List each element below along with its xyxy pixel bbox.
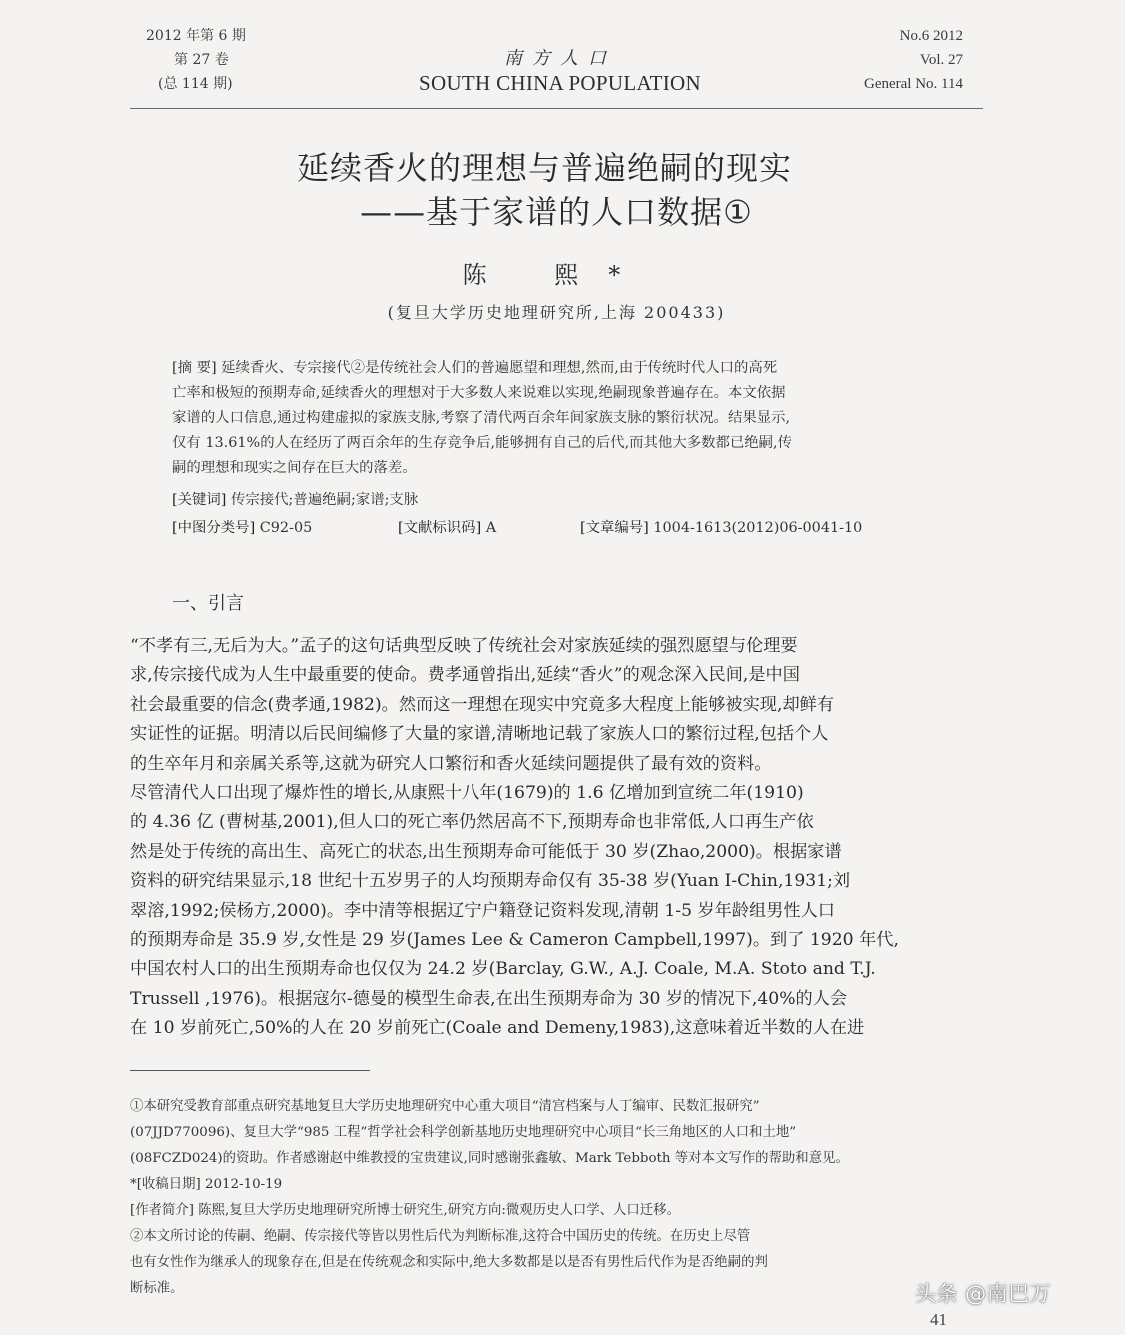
footnote-line: ①本研究受教育部重点研究基地复旦大学历史地理研究中心重大项目“清宫档案与人丁编审、民数汇报研究” (130, 1099, 760, 1114)
classification-row (172, 516, 312, 541)
journal-name-en: SOUTH CHINA POPULATION (419, 71, 701, 95)
author-name: 陈 熙* (462, 261, 651, 289)
abstract-line: [摘 要] 延续香火、专宗接代②是传统社会人们的普遍愿望和理想,然而,由于传统时代人口的高死 (172, 360, 778, 376)
footnotes (130, 1094, 982, 1302)
abstract-line: 仅有 13.61%的人在经历了两百余年的生存竞争后,能够拥有自己的后代,而其他大多数都已绝嗣,传 (172, 435, 793, 451)
issue-volume: 第 27 卷 (174, 52, 229, 68)
article-subtitle: ——基于家谱的人口数据① (360, 193, 753, 231)
body-line: 求,传宗接代成为人生中最重要的使命。费孝通曾指出,延续“香火”的观念深入民间,是中国 (130, 665, 800, 686)
section-heading: 一、引言 (172, 593, 244, 614)
keywords-label: [关键词] (172, 492, 227, 508)
footnote-line: [作者简介] 陈熙,复旦大学历史地理研究所博士研究生,研究方向:微观历史人口学、人口迁移。 (130, 1203, 680, 1218)
body-line: 的生卒年月和亲属关系等,这就为研究人口繁衍和香火延续问题提供了最有效的资料。 (130, 753, 772, 774)
watermark: 头条 @南巴万 (915, 1282, 1052, 1306)
page-number: 41 (930, 1310, 947, 1329)
issue-general: General No. 114 (864, 76, 963, 92)
body-line: Trussell ,1976)。根据寇尔-德曼的模型生命表,在出生预期寿命为 30 岁的情况下,40%的人会 (130, 988, 848, 1009)
clc-code: C92-05 (259, 520, 313, 536)
footnote-line: 断标准。 (130, 1281, 184, 1296)
doc-code-label: [文献标识码] (398, 520, 482, 536)
article-title: 延续香火的理想与普遍绝嗣的现实 (296, 149, 792, 187)
article-no-row (580, 516, 862, 541)
author-affiliation: (复旦大学历史地理研究所,上海 200433) (387, 303, 726, 322)
article-no: 1004-1613(2012)06-0041-10 (653, 520, 863, 536)
body-line: 然是处于传统的高出生、高死亡的状态,出生预期寿命可能低于 30 岁(Zhao,2000)。根据家谱 (130, 841, 842, 862)
body-line: 的 4.36 亿 (曹树基,2001),但人口的死亡率仍然居高不下,预期寿命也非常低,人口再生产依 (130, 812, 814, 833)
issue-info-en (864, 24, 963, 96)
issue-info-cn (146, 24, 246, 96)
footnote-line: ②本文所讨论的传嗣、绝嗣、传宗接代等皆以男性后代为判断标准,这符合中国历史的传统。在历史上尽管 (130, 1229, 751, 1244)
keywords: 传宗接代;普遍绝嗣;家谱;支脉 (230, 492, 419, 508)
issue-vol: Vol. 27 (919, 52, 963, 68)
body-line: 的预期寿命是 35.9 岁,女性是 29 岁(James Lee & Cameron Campbell,1997)。到了 1920 年代, (130, 930, 899, 951)
footnote-rule (130, 1070, 370, 1071)
body-line: 实证性的证据。明清以后民间编修了大量的家谱,清晰地记载了家族人口的繁衍过程,包括个人 (130, 724, 829, 745)
abstract (172, 356, 942, 481)
article-no-label: [文章编号] (580, 520, 649, 536)
body-line: 翠溶,1992;侯杨方,2000)。李中清等根据辽宁户籍登记资料发现,清朝 1-5 岁年龄组男性人口 (130, 900, 835, 921)
abstract-line: 嗣的理想和现实之间存在巨大的落差。 (172, 460, 417, 476)
body-line: 在 10 岁前死亡,50%的人在 20 岁前死亡(Coale and Demeny,1983),这意味着近半数的人在进 (130, 1018, 865, 1039)
body-line: 尽管清代人口出现了爆炸性的增长,从康熙十八年(1679)的 1.6 亿增加到宣统二年(1910) (130, 783, 804, 804)
doc-code-row (398, 516, 496, 541)
abstract-line: 亡率和极短的预期寿命,延续香火的理想对于大多数人来说难以实现,绝嗣现象普遍存在。本文依据 (172, 385, 786, 401)
journal-name (380, 48, 740, 96)
journal-name-cn: 南方人口 (504, 48, 616, 69)
footnote-line: (07JJD770096)、复旦大学“985 工程”哲学社会科学创新基地历史地理研究中心项目“长三角地区的人口和土地” (130, 1125, 797, 1140)
footnote-line: *[收稿日期] 2012-10-19 (130, 1177, 283, 1192)
abstract-line: 家谱的人口信息,通过构建虚拟的家族支脉,考察了清代两百余年间家族支脉的繁衍状况。结果显示, (172, 410, 791, 426)
footnote-line: 也有女性作为继承人的现象存在,但是在传统观念和实际中,绝大多数都是以是否有男性后代作为是否绝嗣的判 (130, 1255, 768, 1270)
clc-label: [中图分类号] (172, 520, 256, 536)
issue-no: No.6 2012 (899, 28, 963, 44)
header-rule (130, 108, 983, 109)
issue-total: (总 114 期) (158, 76, 233, 92)
body-line: 资料的研究结果显示,18 世纪十五岁男子的人均预期寿命仅有 35-38 岁(Yuan I-Chin,1931;刘 (130, 871, 851, 892)
keywords-row (172, 488, 418, 513)
body-line: “不孝有三,无后为大。”孟子的这句话典型反映了传统社会对家族延续的强烈愿望与伦理要 (130, 636, 798, 656)
body-text (130, 632, 982, 1044)
footnote-line: (08FCZD024)的资助。作者感谢赵中维教授的宝贵建议,同时感谢张鑫敏、Mark Tebboth 等对本文写作的帮助和意见。 (130, 1151, 849, 1166)
doc-code: A (485, 520, 497, 536)
body-line: 社会最重要的信念(费孝通,1982)。然而这一理想在现实中究竟多大程度上能够被实现,却鲜有 (130, 694, 835, 715)
body-line: 中国农村人口的出生预期寿命也仅仅为 24.2 岁(Barclay, G.W., A.J. Coale, M.A. Stoto and T.J. (130, 959, 876, 980)
issue-year: 2012 年第 6 期 (146, 28, 246, 44)
